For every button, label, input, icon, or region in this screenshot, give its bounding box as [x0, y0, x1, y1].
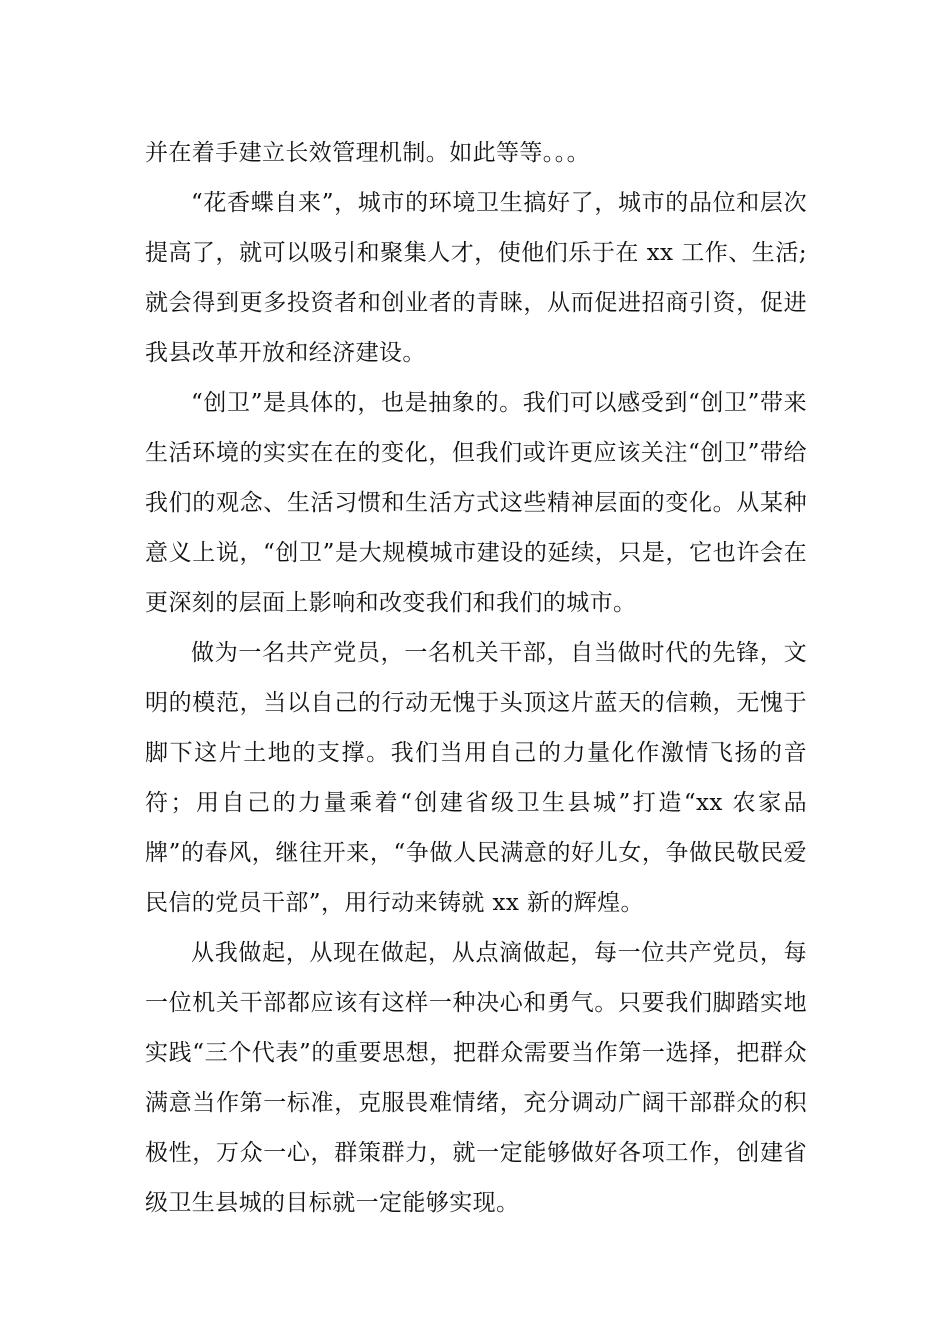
paragraph-environment: “花香蝶自来”，城市的环境卫生搞好了，城市的品位和层次提高了，就可以吸引和聚集人才，使他们乐于在 xx 工作、生活;就会得到更多投资者和创业者的青睐，从而促进招商引资，促进我县改革开放和经济建设。	[145, 190, 807, 366]
paragraph-continuation: 并在着手建立长效管理机制。如此等等。。。	[145, 140, 590, 166]
paragraph-chuangwei: “创卫”是具体的，也是抽象的。我们可以感受到“创卫”带来生活环境的实实在在的变化，但我们或许更应该关注“创卫”带给我们的观念、生活习惯和生活方式这些精神层面的变化。从某种意义上说，“创卫”是大规模城市建设的延续，只是，它也许会在更深刻的层面上影响和改变我们和我们的城市。	[145, 390, 807, 616]
document-body	[145, 128, 807, 1228]
paragraph-party-member: 做为一名共产党员，一名机关干部，自当做时代的先锋，文明的模范，当以自己的行动无愧于头顶这片蓝天的信赖，无愧于脚下这片土地的支撑。我们当用自己的力量化作激情飞扬的音符；用自己的力量乘着“创建省级卫生县城”打造“xx 农家品牌”的春风，继往开来，“争做人民满意的好儿女，争做民敬民爱民信的党员干部”，用行动来铸就 xx 新的辉煌。	[145, 640, 807, 916]
paragraph-start-from-me: 从我做起，从现在做起，从点滴做起，每一位共产党员，每一位机关干部都应该有这样一种决心和勇气。只要我们脚踏实地实践“三个代表”的重要思想，把群众需要当作第一选择，把群众满意当作第一标准，克服畏难情绪，充分调动广阔干部群众的积极性，万众一心，群策群力，就一定能够做好各项工作，创建省级卫生县城的目标就一定能够实现。	[145, 940, 807, 1216]
